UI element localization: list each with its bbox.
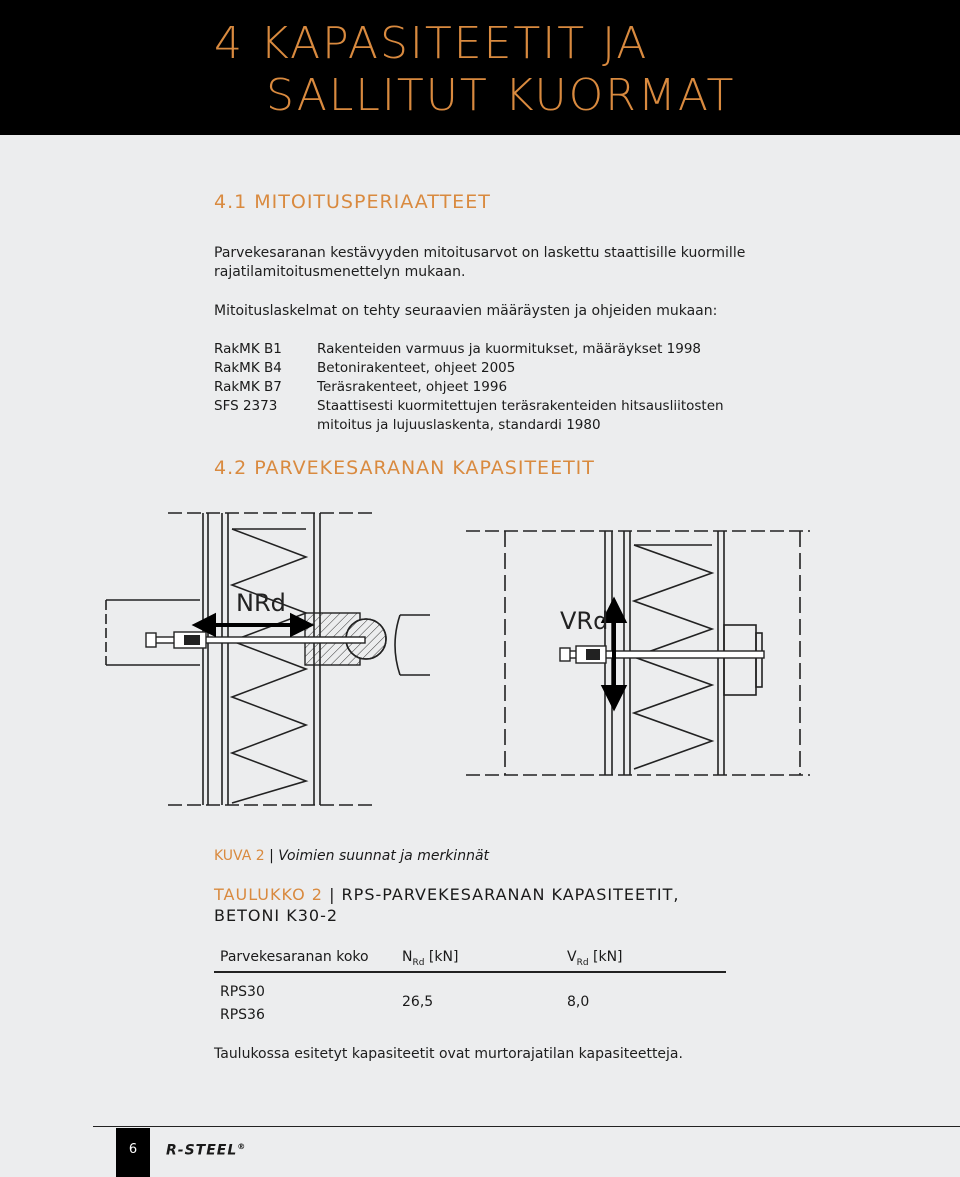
section-heading-4-2: 4.2 PARVEKESARANAN KAPASITEETIT — [214, 457, 595, 479]
caption-prefix: KUVA 2 — [214, 848, 265, 864]
tension-force-label: NRd — [236, 589, 286, 617]
tension-force-drawing — [100, 505, 430, 815]
shear-force-label: VRd — [560, 607, 609, 635]
chapter-title-line1: 4 KAPASITEETIT JA — [214, 18, 649, 69]
chapter-title-line2: SALLITUT KUORMAT — [266, 70, 736, 121]
paragraph-design-basis: Parvekesaranan kestävyyden mitoitusarvot on laskettu staattisille kuormille rajatilamitoitusmenettelyn mukaan. — [214, 245, 746, 280]
header-nrd-unit: [kN] — [424, 949, 459, 965]
header-nrd-symbol: N — [402, 949, 413, 965]
header-vrd-sub: Rd — [576, 957, 589, 968]
regulation-code: SFS 2373 — [214, 398, 278, 414]
header-vrd-unit: [kN] — [588, 949, 623, 965]
table-title-rest: | RPS-PARVEKESARANAN KAPASITEETIT, — [322, 885, 680, 904]
registered-mark: ® — [237, 1142, 247, 1151]
regulation-code: RakMK B7 — [214, 379, 282, 395]
regulation-code: RakMK B4 — [214, 360, 282, 376]
header-nrd-sub: Rd — [412, 957, 425, 968]
header-vrd — [567, 949, 623, 968]
table-note: Taulukossa esitetyt kapasiteetit ovat murtorajatilan kapasiteetteja. — [214, 1046, 683, 1062]
table-row-size: RPS30 — [220, 984, 265, 1000]
paragraph-regulations-intro: Mitoituslaskelmat on tehty seuraavien määräysten ja ohjeiden mukaan: — [214, 303, 718, 319]
header-size: Parvekesaranan koko — [220, 949, 369, 965]
table-title-prefix: TAULUKKO 2 — [214, 885, 323, 904]
table-row-size: RPS36 — [220, 1007, 265, 1023]
page-number: 6 — [116, 1128, 150, 1177]
caption-separator: | — [264, 848, 279, 864]
regulation-code: RakMK B1 — [214, 341, 282, 357]
brand-logo — [166, 1142, 246, 1159]
section-heading-4-1: 4.1 MITOITUSPERIAATTEET — [214, 191, 491, 213]
figure-caption — [214, 848, 489, 864]
header-vrd-symbol: V — [567, 949, 577, 965]
vrd-value: 8,0 — [567, 994, 590, 1010]
regulation-text: Teräsrakenteet, ohjeet 1996 — [317, 379, 508, 395]
shear-force-drawing — [460, 525, 820, 780]
footer-divider — [93, 1126, 960, 1127]
regulation-text: Betonirakenteet, ohjeet 2005 — [317, 360, 516, 376]
table-header-rule — [214, 971, 726, 973]
table-title-line2: BETONI K30-2 — [214, 906, 339, 925]
brand-logo-text: R-STEEL — [166, 1142, 238, 1159]
regulation-text: Rakenteiden varmuus ja kuormitukset, määräykset 1998 — [317, 341, 702, 357]
page-header — [0, 0, 960, 135]
caption-text: Voimien suunnat ja merkinnät — [278, 848, 490, 864]
regulation-text: Staattisesti kuormitettujen teräsrakenteiden hitsausliitosten mitoitus ja lujuuslaskenta, standardi 1980 — [317, 398, 724, 433]
table-title — [214, 884, 679, 926]
header-nrd — [402, 949, 458, 968]
nrd-value: 26,5 — [402, 994, 434, 1010]
